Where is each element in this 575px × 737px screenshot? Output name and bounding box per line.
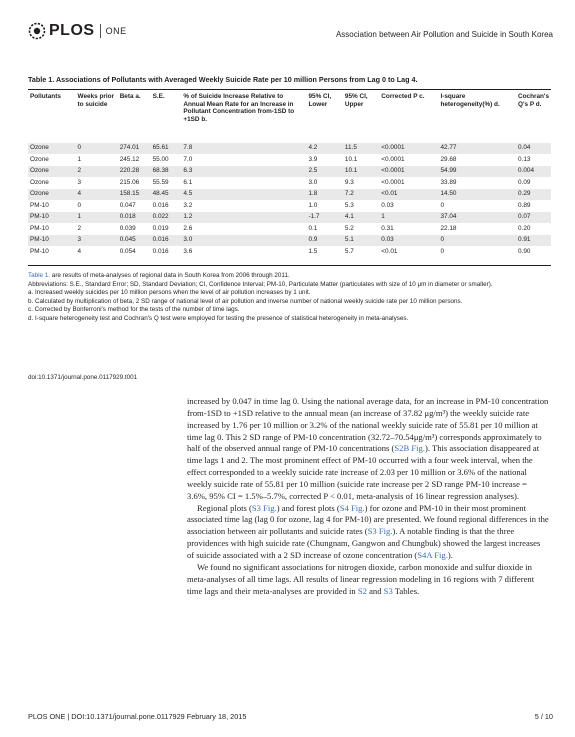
col-header: I-square heterogeneity(%) d.	[440, 93, 500, 108]
table-cell: 7.0	[183, 155, 193, 163]
table-cell: 0.9	[308, 236, 318, 243]
table-cell: 0.03	[381, 236, 394, 243]
col-header: Cochran's Q's P d.	[518, 93, 549, 108]
table-cell: 0.016	[152, 201, 169, 209]
table-cell: 48.45	[152, 190, 169, 197]
table-cell: 0.018	[119, 213, 136, 220]
table-cell: 0.03	[381, 201, 394, 209]
table-row	[28, 143, 551, 154]
col-header: 95% CI, Lower	[308, 93, 332, 108]
table-cell: 14.50	[440, 190, 457, 197]
table-cell: 6.1	[183, 178, 193, 186]
table-row	[28, 246, 551, 258]
note-line: Table 1. are results of meta-analyses of regional data in South Korea from 2006 through 2011.	[28, 272, 290, 279]
table-cell: 9.3	[344, 178, 354, 186]
table-cell: 4	[77, 190, 82, 197]
table-cell: 3.6	[183, 247, 193, 255]
col-header: Beta a.	[119, 93, 141, 100]
plos-one-logo	[28, 22, 127, 40]
table-row	[28, 166, 551, 178]
table-cell: 0.07	[518, 213, 531, 220]
table-cell: 0.016	[152, 247, 169, 255]
page-number: 5 / 10	[534, 712, 553, 721]
table-cell: 0.13	[518, 155, 531, 163]
table-cell: 0.09	[518, 178, 531, 186]
table-cell: Ozone	[30, 190, 49, 197]
table-cell: 0.04	[518, 144, 531, 151]
table-row	[28, 154, 551, 166]
table-cell: 3.0	[183, 236, 193, 243]
body-text	[187, 396, 549, 597]
table-cell: 1	[77, 155, 82, 163]
table-row	[28, 200, 551, 212]
table-link[interactable]: S3	[383, 585, 393, 596]
table-cell: 2	[77, 224, 82, 232]
table-cell: 10.1	[344, 155, 358, 163]
table-cell: 0.89	[518, 201, 531, 209]
table-cell: 2	[77, 167, 82, 174]
table-notes	[28, 272, 551, 324]
table-cell: PM-10	[30, 236, 49, 243]
figure-link[interactable]: S4 Fig.	[339, 502, 365, 513]
figure-link[interactable]: S2B Fig.	[394, 443, 425, 454]
table-cell: 0.019	[152, 224, 169, 232]
table-cell: 5.3	[344, 201, 354, 209]
table-cell: 4	[77, 247, 82, 255]
table-cell: 220.28	[119, 167, 140, 174]
table-cell: Ozone	[30, 178, 49, 186]
col-header: 95% CI, Upper	[344, 93, 368, 108]
table-cell: 245.12	[119, 155, 140, 163]
logo-brand: PLOS	[49, 22, 95, 39]
table-cell: 0.039	[119, 224, 136, 232]
table-row	[28, 223, 551, 235]
page-header	[28, 22, 553, 48]
table-cell: 2.5	[308, 167, 318, 174]
table-doi: doi:10.1371/journal.pone.0117929.t001	[28, 374, 138, 381]
table-cell: 0.047	[119, 201, 136, 209]
table-cell: 1	[381, 213, 385, 220]
table-cell: 0	[440, 201, 444, 209]
col-header: Weeks prior to suicide	[77, 93, 115, 108]
figure-link[interactable]: S4A Fig.	[417, 549, 448, 560]
table-cell: 4.2	[308, 144, 318, 151]
table-cell: <0.01	[381, 247, 398, 255]
table-cell: 4.1	[344, 213, 354, 220]
table-cell: PM-10	[30, 224, 49, 232]
table-cell: 0	[77, 144, 82, 151]
table-cell: PM-10	[30, 247, 49, 255]
table-cell: <0.01	[381, 190, 398, 197]
figure-link[interactable]: S3 Fig.	[367, 526, 393, 537]
table-top-rule	[28, 89, 551, 90]
table-row	[28, 212, 551, 224]
footer-citation: PLOS ONE | DOI:10.1371/journal.pone.0117929 February 18, 2015	[28, 712, 247, 721]
table-cell: 0.016	[152, 236, 169, 243]
table-cell: 10.1	[344, 167, 358, 174]
running-title: Association between Air Pollution and Suicide in South Korea	[335, 30, 553, 39]
results-table	[28, 91, 551, 258]
paragraph: Regional plots (S3 Fig.) and forest plots (S4 Fig.) for ozone and PM-10 in their most prominent associated time lag (lag 0 for ozone, lag 4 for PM-10) are presented. We found regional differences in the association between air pollutants and suicide rates (S3 Fig.). A notable finding is that the three providences with high suicide rate (Chungnam, Gangwon and Chungbuk) showed the largest increases of suicide associated with a 2 SD increase of ozone concentration (S4A Fig.).	[187, 502, 549, 560]
table-cell: 65.61	[152, 144, 169, 151]
table-link[interactable]: Table 1.	[28, 272, 51, 279]
paragraph: We found no significant associations for nitrogen dioxide, carbon monoxide and sulfur dioxide in meta-analyses of all time lags. All results of linear regression modeling in 16 regions with 7 different time lags and their meta-analyses are provided in S2 and S3 Tables.	[187, 561, 535, 596]
table-cell: 274.01	[119, 144, 140, 151]
table-cell: 68.38	[152, 167, 169, 174]
paragraph: increased by 0.047 in time lag 0. Using the national average data, for an increase in PM-10 concentration from-1SD to +1SD relative to the annual mean (an increase of 37.82 μg/m³) the weekly suicide rate increased by 1.76 per 10 million or 3.2% of the national weekly suicide rate of 55.81 per 10 million at time lag 0. This 2 SD range of PM-10 concentration (32.72–70.54μg/m³) corresponds approximately to half of the observed annual range of PM-10 concentrations (S2B Fig.). This association disappeared at time lags 1 and 2. The most prominent effect of PM-10 occurred with a four week interval, when the effect corresponded to a weekly suicide rate increase of 2.03 per 10 million or 3.6% of the national weekly suicide rate of 55.81 per 10 million (suicide rate increase per 2 SD range PM-10 increase = 3.6%, 95% CI = 1.5%–5.7%, corrected P < 0.01, meta-analysis of 16 linear regression analyses).	[187, 396, 549, 501]
table-cell: 11.5	[344, 144, 357, 151]
table-row	[28, 235, 551, 247]
table-cell: Ozone	[30, 155, 49, 163]
table-cell: PM-10	[30, 201, 49, 209]
note-d: d. I-square heterogeneity test and Cochran's Q test were employed for testing the presence of statistical heterogeneity in meta-analyses.	[28, 314, 409, 322]
table-cell: 29.68	[440, 155, 457, 163]
table-cell: 55.00	[152, 155, 169, 163]
table-cell: 5.2	[344, 224, 354, 232]
table-cell: <0.0001	[381, 167, 405, 174]
table-bottom-rule	[28, 265, 551, 266]
table-cell: 4.5	[183, 190, 193, 197]
table-cell: 0.91	[518, 236, 531, 243]
table-cell: 33.89	[440, 178, 457, 186]
table-cell: 0.004	[518, 167, 534, 174]
table-cell: 3	[77, 178, 82, 186]
table-cell: <0.0001	[381, 178, 405, 186]
table-cell: 1.2	[183, 213, 193, 220]
table-cell: 55.59	[152, 178, 169, 186]
table-cell: 0.1	[308, 224, 318, 232]
note-c: c. Corrected by Bonferroni's method for the tests of the number of time lags.	[28, 306, 240, 314]
col-header: % of Suicide Increase Relative to Annual Mean Rate for an Increase in Pollutant Concentration from-1SD to +1SD b.	[183, 93, 295, 123]
figure-link[interactable]: S3 Fig.	[251, 502, 277, 513]
note-a: a. Increased weekly suicides per 10 million persons when the level of air pollution increases by 1 unit.	[28, 289, 311, 297]
table-title: Table 1. Associations of Pollutants with Averaged Weekly Suicide Rate per 10 million Persons from Lag 0 to Lag 4.	[28, 75, 418, 84]
col-header: Corrected P c.	[381, 93, 425, 100]
table-cell: 0.054	[119, 247, 136, 255]
table-cell: 0	[77, 201, 82, 209]
table-cell: 0.31	[381, 224, 394, 232]
table-cell: 0.90	[518, 247, 531, 255]
table-cell: 0.022	[152, 213, 169, 220]
table-row	[28, 177, 551, 189]
table-header-row	[28, 91, 551, 143]
table-cell: 6.3	[183, 167, 193, 174]
table-cell: 54.99	[440, 167, 457, 174]
table-cell: 215.06	[119, 178, 140, 186]
table-cell: Ozone	[30, 167, 49, 174]
note-abbreviations: Abbreviations: S.E., Standard Error; SD, Standard Deviation; CI, Confidence Interval; PM-10, Particulate Matter (particulates with size of 10 μm in diameter or smaller).	[28, 280, 493, 288]
table-cell: 1	[77, 213, 82, 220]
table-row	[28, 189, 551, 201]
table-cell: 1.5	[308, 247, 318, 255]
table-cell: 7.8	[183, 144, 193, 151]
table-cell: 3	[77, 236, 82, 243]
table-link[interactable]: S2	[357, 585, 367, 596]
table-cell: 0	[440, 236, 444, 243]
table-cell: 22.18	[440, 224, 457, 232]
table-cell: 42.77	[440, 144, 457, 151]
logo-separator	[100, 24, 101, 38]
col-header: Pollutants	[30, 93, 61, 100]
table-cell: 0.29	[518, 190, 531, 197]
logo-brand-sub: ONE	[105, 26, 127, 36]
table-cell: <0.0001	[381, 144, 405, 151]
table-cell: 7.2	[344, 190, 354, 197]
table-cell: 3.9	[308, 155, 318, 163]
table-cell: 5.1	[344, 236, 354, 243]
table-cell: 2.6	[183, 224, 193, 232]
note-b: b. Calculated by multiplication of beta, 2 SD range of national level of air pollution and inverse number of national weekly suicide rate per 10 million persons.	[28, 297, 463, 305]
table-cell: -1.7	[308, 213, 320, 220]
table-cell: Ozone	[30, 144, 49, 151]
table-cell: 1.0	[308, 201, 318, 209]
col-header: S.E.	[152, 93, 165, 100]
table-cell: 0.20	[518, 224, 531, 232]
table-cell: PM-10	[30, 213, 49, 220]
table-cell: 3.0	[308, 178, 318, 186]
table-cell: 0	[440, 247, 444, 255]
table-cell: 37.04	[440, 213, 457, 220]
table-cell: 3.2	[183, 201, 193, 209]
table-cell: 1.8	[308, 190, 318, 197]
table-cell: 158.15	[119, 190, 140, 197]
table-cell: <0.0001	[381, 155, 405, 163]
plos-circle-icon	[28, 22, 46, 40]
table-cell: 0.045	[119, 236, 136, 243]
table-cell: 5.7	[344, 247, 354, 255]
